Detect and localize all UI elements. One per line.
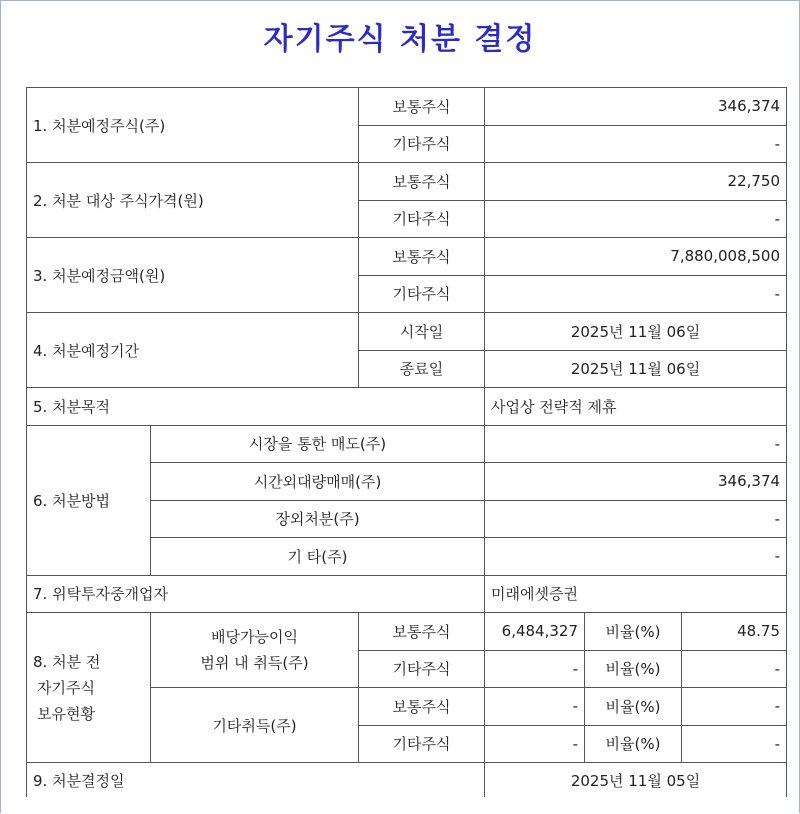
row8-b-common-ratio: -	[682, 688, 787, 726]
row8-b-other-ratio: -	[682, 725, 787, 763]
row3-other-value: -	[485, 275, 787, 313]
row8-a-label-line2: 범위 내 취득(주)	[200, 654, 309, 672]
row8-label	[27, 613, 151, 763]
row8-label-line1: 8. 처분 전	[33, 652, 101, 671]
table-row	[27, 575, 787, 613]
row8-b-label: 기타취득(주)	[151, 688, 359, 763]
row1-other-label: 기타주식	[359, 125, 485, 163]
row1-common-label: 보통주식	[359, 88, 485, 126]
row8-label-line3: 보유현황	[37, 704, 95, 723]
row9-value: 2025년 11월 05일	[485, 763, 787, 798]
row6-item-value: 346,374	[485, 463, 787, 501]
row2-other-value: -	[485, 200, 787, 238]
row4-label: 4. 처분예정기간	[27, 313, 359, 388]
row2-common-value: 22,750	[485, 163, 787, 201]
disposal-table	[26, 87, 787, 797]
row6-item-label: 장외처분(주)	[151, 500, 485, 538]
page-title: 자기주식 처분 결정	[263, 22, 537, 57]
row3-label: 3. 처분예정금액(원)	[27, 238, 359, 313]
row8-b-common-label: 보통주식	[359, 688, 485, 726]
row3-other-label: 기타주식	[359, 275, 485, 313]
row8-label-line2: 자기주식	[37, 678, 95, 697]
row2-common-label: 보통주식	[359, 163, 485, 201]
row6-item-value: -	[485, 425, 787, 463]
row4-end-label: 종료일	[359, 350, 485, 388]
row2-label: 2. 처분 대상 주식가격(원)	[27, 163, 359, 238]
table-row	[27, 88, 787, 126]
table-row	[27, 425, 787, 463]
row7-label: 7. 위탁투자중개업자	[27, 575, 485, 613]
row8-a-common-ratio: 48.75	[682, 613, 787, 651]
ratio-label: 비율(%)	[585, 613, 682, 651]
table-row	[27, 613, 787, 651]
row1-other-value: -	[485, 125, 787, 163]
row6-item-value: -	[485, 538, 787, 576]
row8-a-other-ratio: -	[682, 650, 787, 688]
table-row	[27, 313, 787, 351]
row7-value: 미래에셋증권	[485, 575, 787, 613]
table-row	[27, 238, 787, 276]
row8-b-other-label: 기타주식	[359, 725, 485, 763]
row8-a-common-value: 6,484,327	[485, 613, 585, 651]
table-row	[27, 388, 787, 426]
table-row	[27, 763, 787, 798]
row8-a-common-label: 보통주식	[359, 613, 485, 651]
row1-label: 1. 처분예정주식(주)	[27, 88, 359, 163]
row4-end-value: 2025년 11월 06일	[485, 350, 787, 388]
row6-item-label: 시간외대량매매(주)	[151, 463, 485, 501]
row8-b-common-value: -	[485, 688, 585, 726]
row6-item-label: 기 타(주)	[151, 538, 485, 576]
row3-common-value: 7,880,008,500	[485, 238, 787, 276]
row2-other-label: 기타주식	[359, 200, 485, 238]
row9-label: 9. 처분결정일	[27, 763, 485, 798]
row6-item-label: 시장을 통한 매도(주)	[151, 425, 485, 463]
row3-common-label: 보통주식	[359, 238, 485, 276]
row1-common-value: 346,374	[485, 88, 787, 126]
row6-label: 6. 처분방법	[27, 425, 151, 575]
ratio-label: 비율(%)	[585, 725, 682, 763]
row8-a-label-line1: 배당가능이익	[211, 628, 298, 646]
ratio-label: 비율(%)	[585, 688, 682, 726]
row8-a-other-value: -	[485, 650, 585, 688]
row8-b-other-value: -	[485, 725, 585, 763]
row8-a-other-label: 기타주식	[359, 650, 485, 688]
row6-item-value: -	[485, 500, 787, 538]
row4-start-value: 2025년 11월 06일	[485, 313, 787, 351]
row4-start-label: 시작일	[359, 313, 485, 351]
ratio-label: 비율(%)	[585, 650, 682, 688]
row5-value: 사업상 전략적 제휴	[485, 388, 787, 426]
table-row	[27, 163, 787, 201]
row5-label: 5. 처분목적	[27, 388, 485, 426]
row8-a-label	[151, 613, 359, 688]
